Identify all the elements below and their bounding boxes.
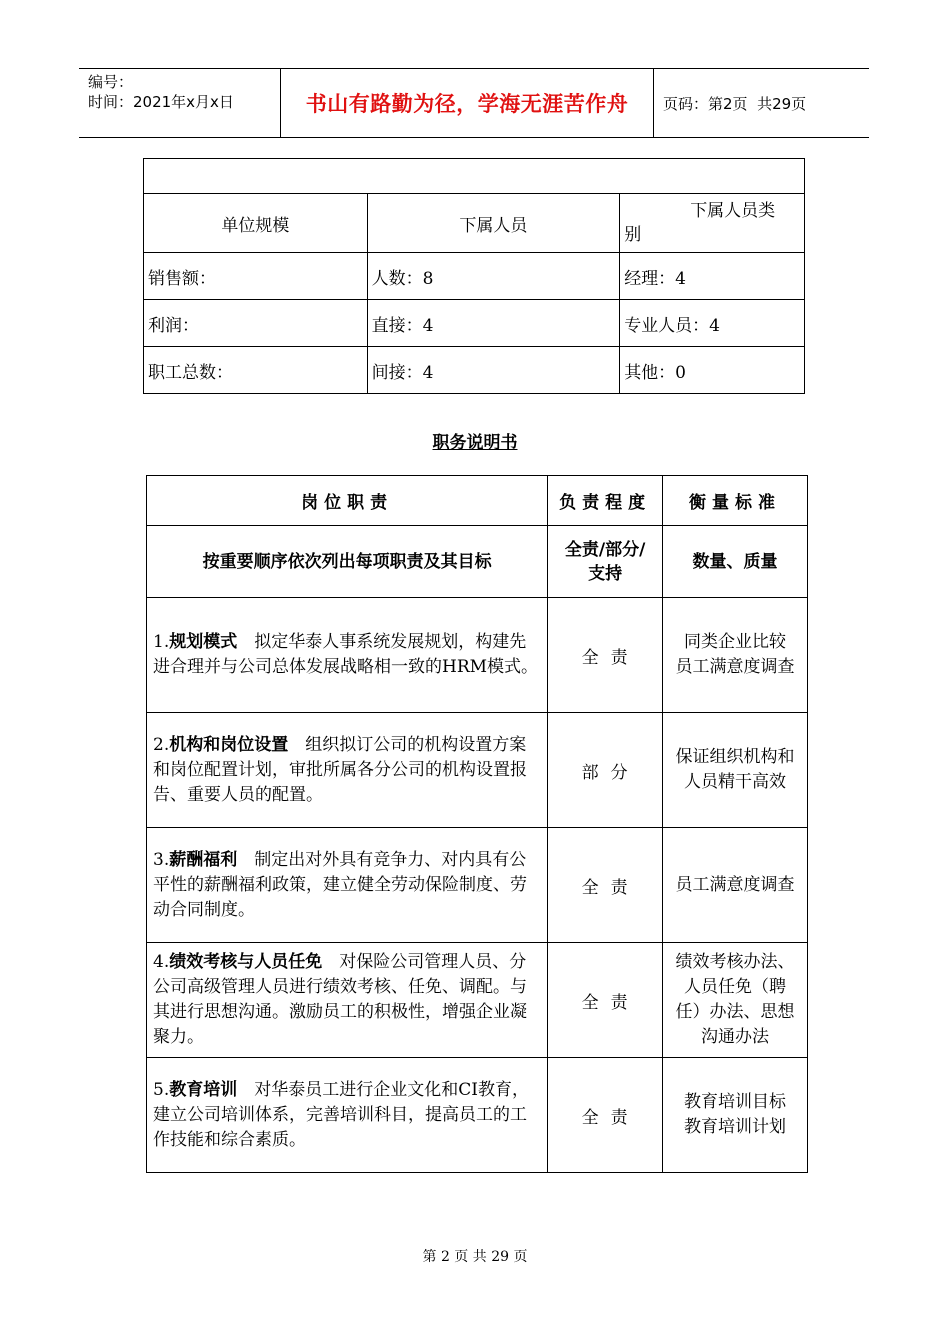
profit-cell: 利润： [144,300,368,347]
subheader-degree-line-1: 全责/部分/ [564,539,646,560]
duty-description [147,713,548,828]
duty-row [147,1058,808,1173]
standard-line: 人员任免（聘 [684,977,787,997]
sales-cell: 销售额： [144,253,368,300]
duty-number: 1. [153,632,170,652]
duty-row [147,713,808,828]
standard-line: 沟通办法 [701,1027,770,1047]
duty-text: 拟定华泰人事系统发展规划，构建先进合理并与公司总体发展战略相一致的HRM模式。 [153,632,539,677]
duty-standard [663,713,808,828]
serial-label: 编号： [88,73,134,91]
subheader-duties: 按重要顺序依次列出每项职责及其目标 [147,526,548,598]
duty-degree: 全责 [548,598,663,713]
duty-standard [663,598,808,713]
managers-cell: 经理：4 [620,253,805,300]
header-standard: 衡量标准 [663,476,808,526]
header-unit-scale: 单位规模 [144,194,368,253]
header-degree: 负责程度 [548,476,663,526]
time-text: 时间：2021年x月x日 [88,93,234,111]
subheader-standard: 数量、质量 [663,526,808,598]
standard-line: 任）办法、思想 [675,1002,795,1022]
standard-line: 绩效考核办法、 [675,952,795,972]
section-title: 职务说明书 [432,433,518,453]
category-line-1: 下属人员类 [690,201,776,221]
subheader-degree [548,526,663,598]
header-duties: 岗位职责 [147,476,548,526]
duty-title: 教育培训 [169,1079,238,1100]
duty-description [147,598,548,713]
duty-text: 对保险公司管理人员、分公司高级管理人员进行绩效考核、任免、调配。与其进行思想沟通。激励员工的积极性，增强企业凝聚力。 [153,952,527,1047]
header-meta [79,69,281,137]
duty-number: 4. [153,952,170,972]
standard-line: 同类企业比较 [684,632,787,652]
unit-scale-table [143,158,805,394]
duty-number: 2. [153,734,170,755]
page-info-text: 页码：第2页 共29页 [663,94,807,113]
duty-text: 组织拟订公司的机构设置方案和岗位配置计划，审批所属各分公司的机构设置报告、重要人员的配置。 [153,734,527,805]
standard-line: 保证组织机构和 [675,747,795,767]
duty-title: 绩效考核与人员任免 [169,952,323,972]
duty-standard [663,943,808,1058]
professionals-cell: 专业人员：4 [620,300,805,347]
category-line-2: 别 [624,225,642,245]
subheader-degree-line-2: 支持 [588,563,623,584]
header-subordinate-category [620,194,805,253]
duty-description [147,943,548,1058]
duty-number: 3. [153,849,170,870]
duty-row [147,943,808,1058]
duty-degree: 全责 [548,943,663,1058]
standard-line: 教育培训目标 [684,1092,787,1112]
duty-standard [663,828,808,943]
duty-title: 机构和岗位设置 [169,734,289,755]
indirect-cell: 间接：4 [367,347,620,394]
duty-row [147,828,808,943]
duty-description [147,1058,548,1173]
total-staff-cell: 职工总数： [144,347,368,394]
duty-title: 薪酬福利 [169,849,238,870]
duty-standard [663,1058,808,1173]
page-header [79,68,869,138]
standard-line: 员工满意度调查 [675,874,795,895]
duty-row [147,598,808,713]
duty-text: 制定出对外具有竞争力、对内具有公平性的薪酬福利政策，建立健全劳动保险制度、劳动合同制度。 [153,849,527,920]
blank-title-cell [144,159,805,194]
header-motto: 书山有路勤为径，学海无涯苦作舟 [281,69,654,137]
duty-number: 5. [153,1079,170,1100]
standard-line: 人员精干高效 [684,772,787,792]
duty-degree: 全责 [548,1058,663,1173]
header-page-info [654,69,869,137]
others-cell: 其他：0 [620,347,805,394]
duty-text: 对华泰员工进行企业文化和CI教育，建立公司培训体系，完善培训科目，提高员工的工作技能和综合素质。 [153,1079,529,1150]
duty-title: 规划模式 [169,632,238,652]
duty-description [147,828,548,943]
headcount-cell: 人数：8 [367,253,620,300]
duty-table [146,475,808,1173]
direct-cell: 直接：4 [367,300,620,347]
standard-line: 员工满意度调查 [675,657,795,677]
header-subordinates: 下属人员 [367,194,620,253]
duty-degree: 全责 [548,828,663,943]
duty-degree: 部分 [548,713,663,828]
page-footer: 第 2 页 共 29 页 [422,1249,528,1265]
standard-line: 教育培训计划 [684,1117,787,1137]
